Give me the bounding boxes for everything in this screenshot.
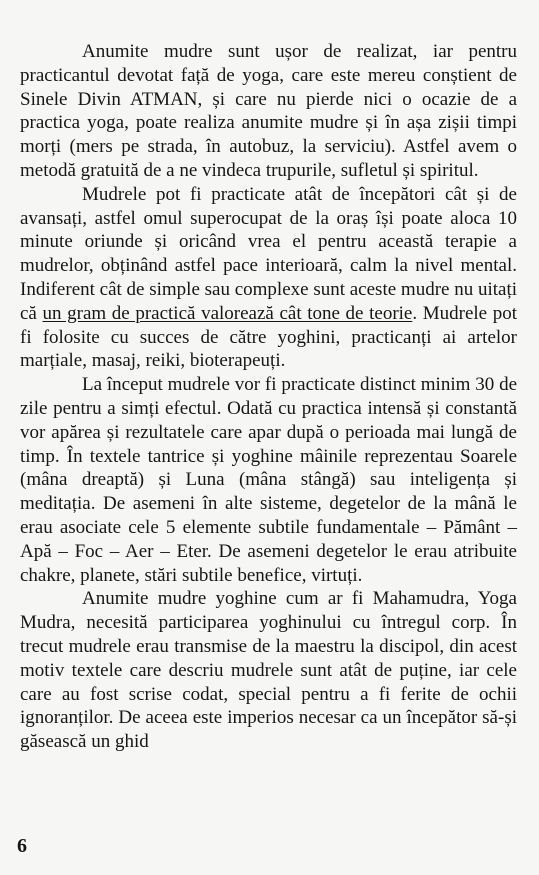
paragraph-4 [20, 587, 517, 754]
page-number: 6 [17, 835, 27, 857]
paragraph-1-text: Anumite mudre sunt ușor de realizat, iar pentru practicantul devotat față de yoga, care este mereu conștient de Sinele Divin ATMAN, și care nu pierde nici o ocazie de a practica yoga, poate realiza anumite mudre și în așa zișii timpi morți (mers pe strada, în autobuz, la serviciu). Astfel avem o metodă gratuită de a ne vindeca trupurile, sufletul și spiritul. [20, 41, 517, 181]
paragraph-2-text-start: Mudrele pot fi practicate atât de începători cât și de avansați, astfel omul superocupat de la oraș își poate aloca 10 minute oriunde și oricând vrea el pentru această terapie a mudrelor, obținând astfel pace interioară, calm la nivel mental. Indiferent cât de simple sau complexe sunt aceste mudre nu uitați că [20, 183, 517, 324]
paragraph-3 [20, 373, 517, 587]
paragraph-2-text-end: . Mudrele pot fi folosite cu succes de către yoghini, practicanți ai artelor marțiale, masaj, reiki, bioterapeuți. [20, 302, 517, 372]
paragraph-1 [20, 40, 517, 183]
paragraph-2-underlined-phrase: un gram de practică valorează cât tone de teorie [42, 302, 413, 324]
paragraph-4-text: Anumite mudre yoghine cum ar fi Mahamudra, Yoga Mudra, necesită participarea yoghinului cu întregul corp. În trecut mudrele erau transmise de la maestru la discipol, din acest motiv textele care descriu mudrele sunt atât de puține, iar cele care au fost scrise codat, special pentru a fi ferite de ochii ignoranților. De aceea este imperios necesar ca un începător să-și găsească un ghid [20, 588, 517, 753]
paragraph-3-text: La început mudrele vor fi practicate distinct minim 30 de zile pentru a simți efectul. Odată cu practica intensă și constantă vor apărea și rezultatele care apar după o perioada mai lungă de timp. În textele tantrice și yoghine mâinile reprezentau Soarele (mâna dreaptă) și Luna (mâna stângă) sau inteligența și meditația. De asemeni în alte sisteme, degetelor de la mână le erau asociate cele 5 elemente subtile fundamentale – Pământ – Apă – Foc – Aer – Eter. De asemeni degetelor le erau atribuite chakre, planete, stări subtile benefice, virtuți. [20, 374, 517, 586]
paragraph-2 [20, 183, 517, 373]
page-body [20, 40, 517, 754]
